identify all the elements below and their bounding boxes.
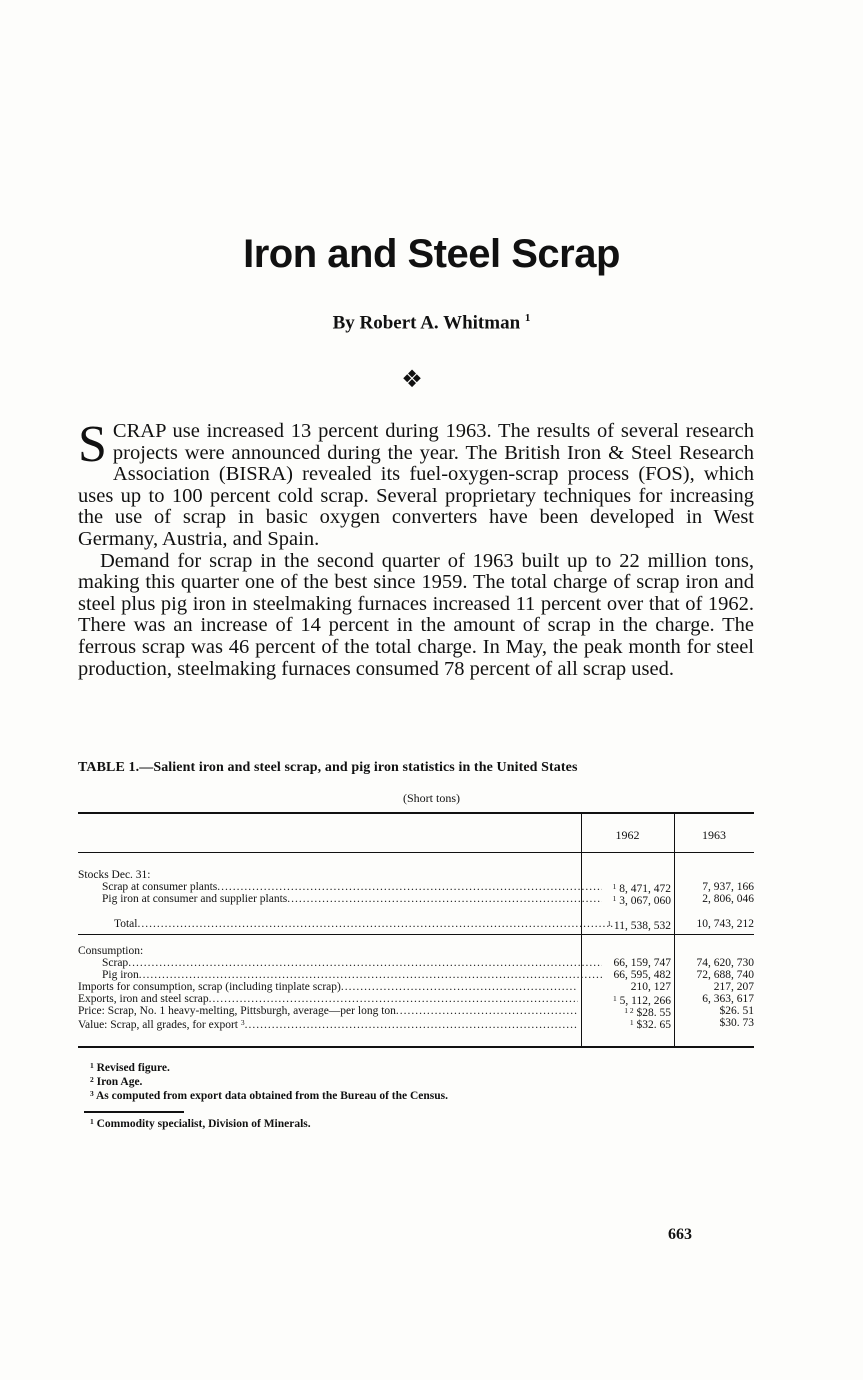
- value-1963: 2, 806, 046: [702, 893, 754, 905]
- cell-value: $28. 55: [636, 1007, 671, 1019]
- footnote-text: Commodity specialist, Division of Minerals.: [96, 1118, 311, 1130]
- value-1963: $30. 73: [719, 1017, 754, 1029]
- value-1963: 72, 688, 740: [696, 969, 754, 981]
- row-label: Pig iron at consumer and supplier plants .....: [78, 893, 602, 905]
- value-1962: 66, 159, 747: [613, 957, 671, 969]
- footnote-mark: 1: [607, 919, 612, 928]
- value-1963: 7, 937, 166: [702, 881, 754, 893]
- table-row: [78, 957, 754, 969]
- body-text: [78, 416, 754, 680]
- table-row: [78, 893, 754, 905]
- table-footnotes: [90, 1060, 448, 1102]
- row-label: Total .....: [78, 918, 614, 930]
- table-row: [78, 1017, 754, 1029]
- table-top-rule: [78, 812, 754, 814]
- cell-value: 8, 471, 472: [619, 883, 671, 895]
- footnote-mark: 1: [613, 994, 617, 1003]
- table-row: [78, 945, 754, 957]
- footnote-mark: 3: [90, 1089, 94, 1098]
- value-1963: 10, 743, 212: [696, 918, 754, 930]
- footnote: [90, 1060, 448, 1074]
- footnote-mark: 1: [90, 1117, 94, 1126]
- ornament-icon: ❖: [401, 365, 423, 393]
- footnote-mark: 1 2: [624, 1006, 634, 1015]
- statistics-table: [78, 812, 754, 1050]
- table-header-rule: [78, 852, 754, 853]
- value-1963: 74, 620, 730: [696, 957, 754, 969]
- cell-value: 5, 112, 266: [619, 995, 671, 1007]
- page-number: 663: [668, 1226, 692, 1243]
- table-row: [78, 969, 754, 981]
- row-label: Scrap at consumer plants .....: [78, 881, 602, 893]
- author-footnote: [90, 1117, 311, 1130]
- row-label: Price: Scrap, No. 1 heavy-melting, Pittsburgh, average—per long ton .....: [78, 1005, 578, 1017]
- table-row: [78, 981, 754, 993]
- value-1962: 210, 127: [630, 981, 671, 993]
- paragraph-1: [78, 416, 754, 551]
- column-header-1963: 1963: [702, 828, 726, 842]
- footnote-mark: 1: [612, 882, 617, 891]
- table-row: [78, 993, 754, 1005]
- footnote-mark: 1: [612, 894, 617, 903]
- page-title: Iron and Steel Scrap: [243, 232, 620, 276]
- footnote-text: Revised figure.: [96, 1062, 170, 1074]
- table-total-rule: [78, 934, 754, 935]
- cell-value: $32. 65: [636, 1019, 671, 1031]
- footnote-mark: 2: [90, 1075, 94, 1084]
- table-row: [78, 1005, 754, 1017]
- value-1962: [583, 1017, 671, 1031]
- paragraph-2: Demand for scrap in the second quarter of 1963 built up to 22 million tons, making this quarter one of the best since 1959. The total charge of scrap iron and steel plus pig iron in steelmaking furnaces increased 11 percent over that of 1962. There was an increase of 14 percent in the amount of scrap in the charge. The ferrous scrap was 46 percent of the total charge. In May, the peak month for steel production, steelmaking furnaces consumed 78 percent of all scrap used.: [78, 549, 754, 680]
- column-header-1962: 1962: [615, 828, 640, 842]
- table-caption: TABLE 1.—Salient iron and steel scrap, and pig iron statistics in the United States: [78, 760, 578, 775]
- footnote-text: Iron Age.: [96, 1076, 143, 1088]
- value-1962: [583, 918, 671, 932]
- row-label: [78, 1017, 578, 1031]
- row-label-text: Value: Scrap, all grades, for export: [78, 1019, 238, 1031]
- cell-value: 11, 538, 532: [613, 920, 671, 932]
- table-row: [78, 918, 754, 930]
- footnote: [90, 1074, 448, 1088]
- cell-value: 3, 067, 060: [619, 895, 671, 907]
- row-label: Pig iron .....: [78, 969, 602, 981]
- footnote-mark: 3: [240, 1018, 245, 1027]
- table-bottom-rule: [78, 1046, 754, 1048]
- byline: [0, 312, 863, 334]
- footnote: [90, 1088, 448, 1102]
- row-label: Exports, iron and steel scrap .....: [78, 993, 578, 1005]
- table-row: [78, 869, 754, 881]
- row-label: Scrap .....: [78, 957, 602, 969]
- paragraph-1-text: CRAP use increased 13 percent during 1963. The results of several research projects were announced during the year. The British Iron & Steel Research Association (BISRA) revealed its fuel-oxygen-scrap process (FOS), which uses up to 100 percent cold scrap. Several proprietary techniques for increasing the use of scrap in basic oxygen converters have been developed in West Germany, Austria, and Spain.: [78, 420, 754, 550]
- row-label: Consumption:: [78, 945, 144, 957]
- byline-footnote-mark: 1: [524, 312, 531, 324]
- author-name: By Robert A. Whitman: [332, 312, 521, 334]
- value-1963: $26. 51: [719, 1005, 754, 1017]
- value-1963: 6, 363, 617: [702, 993, 754, 1005]
- footnote-mark: 1: [629, 1018, 634, 1027]
- value-1963: 217, 207: [713, 981, 754, 993]
- value-1962: [583, 893, 671, 907]
- row-label: Stocks Dec. 31:: [78, 869, 151, 881]
- footnote-mark: 1: [90, 1061, 94, 1070]
- table-subcaption: (Short tons): [403, 791, 460, 805]
- table-row: [78, 881, 754, 893]
- footnote-rule: [84, 1111, 184, 1113]
- drop-cap: S: [78, 416, 107, 473]
- value-1962: 66, 595, 482: [613, 969, 671, 981]
- row-label: Imports for consumption, scrap (including tinplate scrap) .....: [78, 981, 578, 993]
- footnote-text: As computed from export data obtained from the Bureau of the Census.: [96, 1090, 449, 1102]
